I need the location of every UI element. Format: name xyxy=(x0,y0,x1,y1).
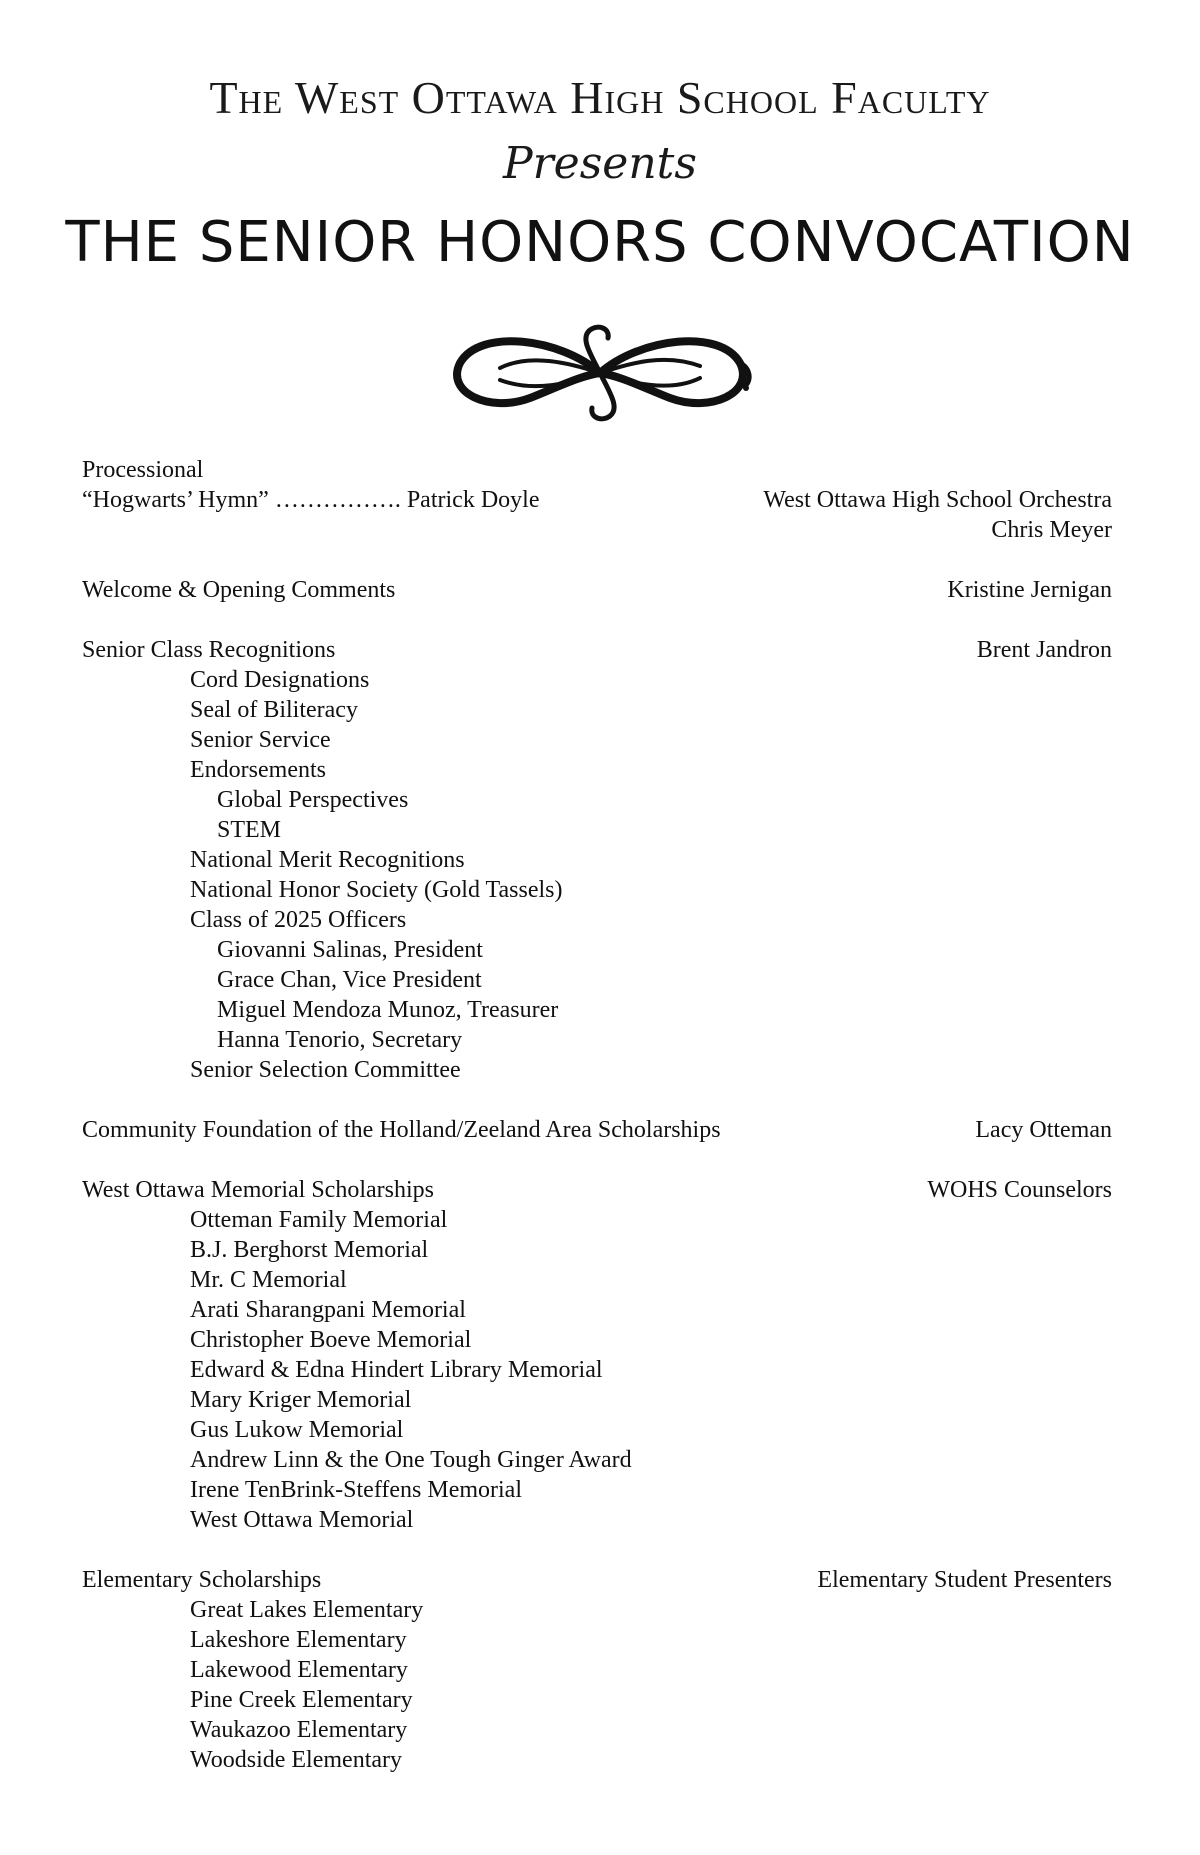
senior-recognitions-row xyxy=(82,635,1112,665)
list-subitem: STEM xyxy=(217,817,282,843)
page-title: THE SENIOR HONORS CONVOCATION xyxy=(65,210,1135,275)
list-item: Arati Sharangpani Memorial xyxy=(190,1297,466,1323)
memorial-label: West Ottawa Memorial Scholarships xyxy=(82,1177,434,1203)
welcome-presenter: Kristine Jernigan xyxy=(947,577,1112,603)
list-item: Mr. C Memorial xyxy=(190,1267,347,1293)
list-item: Mary Kriger Memorial xyxy=(190,1387,412,1413)
list-item: Pine Creek Elementary xyxy=(190,1687,413,1713)
memorial-presenter: WOHS Counselors xyxy=(927,1177,1112,1203)
processional-director: Chris Meyer xyxy=(991,517,1112,543)
list-item: Lakewood Elementary xyxy=(190,1657,408,1683)
elementary-presenter: Elementary Student Presenters xyxy=(817,1567,1112,1593)
processional-performer: West Ottawa High School Orchestra xyxy=(763,487,1112,513)
list-item: Otteman Family Memorial xyxy=(190,1207,448,1233)
list-subitem: Grace Chan, Vice President xyxy=(217,967,482,993)
faculty-heading: The West Ottawa High School Faculty xyxy=(209,72,991,123)
memorial-row xyxy=(82,1175,1112,1205)
community-label: Community Foundation of the Holland/Zeeland Area Scholarships xyxy=(82,1117,721,1143)
list-subitem: Giovanni Salinas, President xyxy=(217,937,483,963)
presents-script: Presents xyxy=(503,138,697,189)
list-item: Edward & Edna Hindert Library Memorial xyxy=(190,1357,603,1383)
senior-recognitions-presenter: Brent Jandron xyxy=(976,637,1112,663)
list-item: Great Lakes Elementary xyxy=(190,1597,424,1623)
processional-director-row xyxy=(82,515,1112,545)
flourish-ornament-icon xyxy=(440,318,760,428)
processional-piece-row xyxy=(82,485,1112,515)
list-item: Christopher Boeve Memorial xyxy=(190,1327,472,1353)
processional-piece: “Hogwarts’ Hymn” ……………. Patrick Doyle xyxy=(82,487,540,513)
elementary-label: Elementary Scholarships xyxy=(82,1567,322,1593)
list-item: Waukazoo Elementary xyxy=(190,1717,408,1743)
program-list xyxy=(82,455,1112,1775)
list-subitem: Miguel Mendoza Munoz, Treasurer xyxy=(217,997,559,1023)
list-item: Cord Designations xyxy=(190,667,370,693)
list-item: Seal of Biliteracy xyxy=(190,697,358,723)
program-header xyxy=(0,70,1200,276)
elementary-row xyxy=(82,1565,1112,1595)
list-item: National Merit Recognitions xyxy=(190,847,465,873)
welcome-row xyxy=(82,575,1112,605)
list-item: Gus Lukow Memorial xyxy=(190,1417,404,1443)
list-item: Class of 2025 Officers xyxy=(190,907,407,933)
processional-label: Processional xyxy=(82,457,204,483)
processional-row xyxy=(82,455,1112,485)
list-item: Senior Selection Committee xyxy=(190,1057,461,1083)
list-item: B.J. Berghorst Memorial xyxy=(190,1237,429,1263)
list-item: Senior Service xyxy=(190,727,331,753)
community-row xyxy=(82,1115,1112,1145)
list-item: Woodside Elementary xyxy=(190,1747,403,1773)
list-subitem: Global Perspectives xyxy=(217,787,409,813)
welcome-label: Welcome & Opening Comments xyxy=(82,577,396,603)
list-item: Irene TenBrink-Steffens Memorial xyxy=(190,1477,523,1503)
community-presenter: Lacy Otteman xyxy=(975,1117,1112,1143)
list-item: Endorsements xyxy=(190,757,326,783)
list-item: Lakeshore Elementary xyxy=(190,1627,407,1653)
senior-recognitions-label: Senior Class Recognitions xyxy=(82,637,336,663)
list-item: West Ottawa Memorial xyxy=(190,1507,414,1533)
list-item: Andrew Linn & the One Tough Ginger Award xyxy=(190,1447,632,1473)
list-item: National Honor Society (Gold Tassels) xyxy=(190,877,563,903)
list-subitem: Hanna Tenorio, Secretary xyxy=(217,1027,463,1053)
